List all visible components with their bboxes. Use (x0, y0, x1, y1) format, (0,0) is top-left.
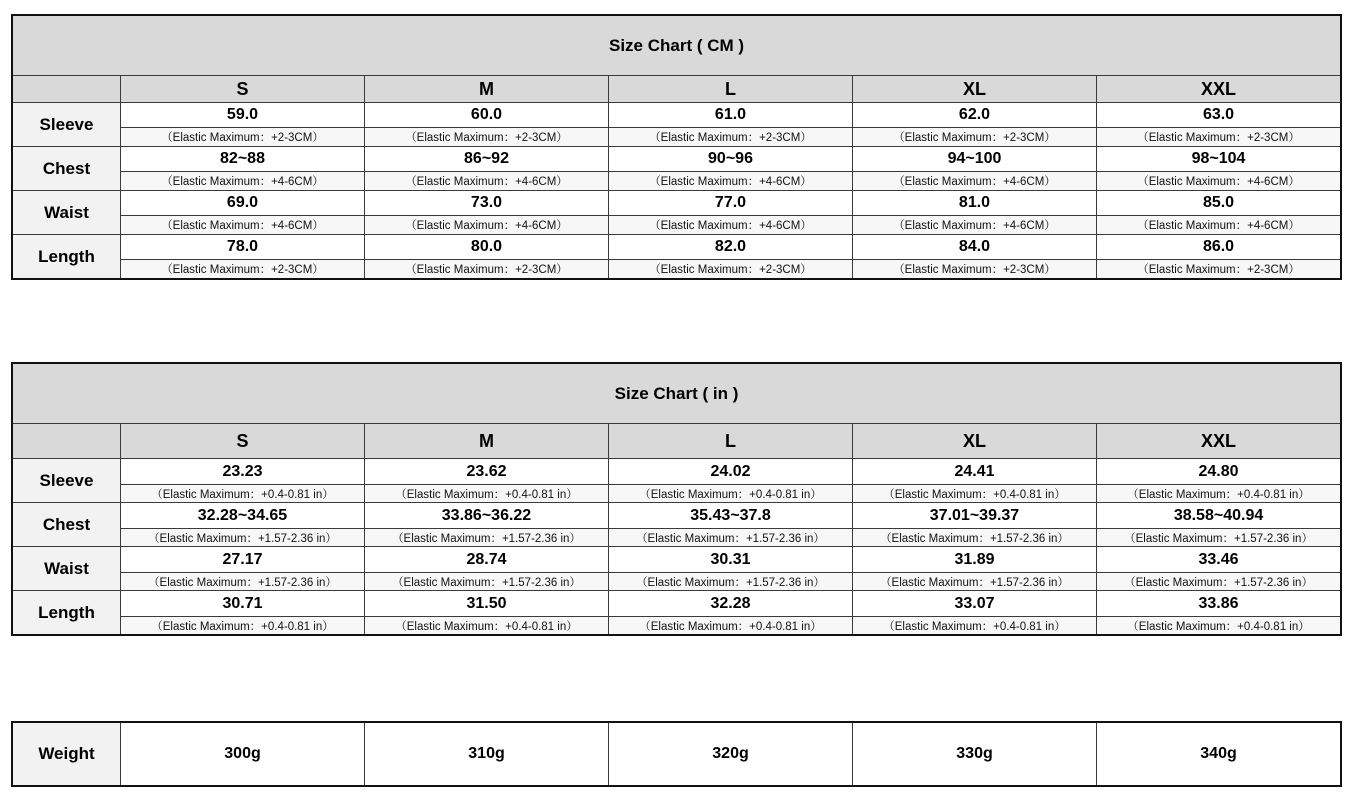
in-chest-value-row (13, 503, 1341, 529)
in-waist-value-m: 28.74 (365, 547, 609, 573)
cm-chest-elastic-note-s: （Elastic Maximum：+4-6CM） (121, 172, 365, 191)
cm-sleeve-elastic-note-s: （Elastic Maximum：+2-3CM） (121, 128, 365, 147)
header-blank-cell (13, 76, 121, 103)
in-waist-note-row (13, 573, 1341, 591)
cm-sleeve-elastic-note-l: （Elastic Maximum：+2-3CM） (609, 128, 853, 147)
cm-length-value-xl: 84.0 (853, 235, 1097, 260)
in-sleeve-elastic-note-l: （Elastic Maximum：+0.4-0.81 in） (609, 485, 853, 503)
cm-waist-elastic-note-l: （Elastic Maximum：+4-6CM） (609, 216, 853, 235)
cm-waist-note-row (13, 216, 1341, 235)
cm-chest-value-xl: 94~100 (853, 147, 1097, 172)
cm-size-header-xl: XL (853, 76, 1097, 103)
in-sleeve-elastic-note-m: （Elastic Maximum：+0.4-0.81 in） (365, 485, 609, 503)
cm-length-elastic-note-xxl: （Elastic Maximum：+2-3CM） (1097, 260, 1341, 279)
in-size-header-l: L (609, 424, 853, 459)
cm-waist-value-l: 77.0 (609, 191, 853, 216)
in-sleeve-value-xl: 24.41 (853, 459, 1097, 485)
cm-waist-elastic-note-xxl: （Elastic Maximum：+4-6CM） (1097, 216, 1341, 235)
in-sleeve-value-s: 23.23 (121, 459, 365, 485)
cm-waist-value-m: 73.0 (365, 191, 609, 216)
header-blank-cell (13, 424, 121, 459)
cm-sleeve-value-s: 59.0 (121, 103, 365, 128)
in-length-value-s: 30.71 (121, 591, 365, 617)
in-chest-elastic-note-xxl: （Elastic Maximum：+1.57-2.36 in） (1097, 529, 1341, 547)
weight-value-xxl: 340g (1097, 723, 1341, 786)
cm-sleeve-value-m: 60.0 (365, 103, 609, 128)
in-length-elastic-note-m: （Elastic Maximum：+0.4-0.81 in） (365, 617, 609, 635)
cm-waist-value-row (13, 191, 1341, 216)
in-waist-value-xl: 31.89 (853, 547, 1097, 573)
cm-waist-value-s: 69.0 (121, 191, 365, 216)
in-sleeve-elastic-note-xl: （Elastic Maximum：+0.4-0.81 in） (853, 485, 1097, 503)
in-chest-note-row (13, 529, 1341, 547)
cm-waist-elastic-note-m: （Elastic Maximum：+4-6CM） (365, 216, 609, 235)
cm-length-value-s: 78.0 (121, 235, 365, 260)
in-chest-elastic-note-s: （Elastic Maximum：+1.57-2.36 in） (121, 529, 365, 547)
cm-chest-label: Chest (13, 147, 121, 191)
cm-chest-value-m: 86~92 (365, 147, 609, 172)
in-length-elastic-note-xl: （Elastic Maximum：+0.4-0.81 in） (853, 617, 1097, 635)
cm-chest-elastic-note-l: （Elastic Maximum：+4-6CM） (609, 172, 853, 191)
in-chest-value-l: 35.43~37.8 (609, 503, 853, 529)
in-chest-label: Chest (13, 503, 121, 547)
cm-sleeve-elastic-note-xl: （Elastic Maximum：+2-3CM） (853, 128, 1097, 147)
in-size-header-m: M (365, 424, 609, 459)
in-length-value-xl: 33.07 (853, 591, 1097, 617)
cm-length-value-l: 82.0 (609, 235, 853, 260)
in-chest-elastic-note-xl: （Elastic Maximum：+1.57-2.36 in） (853, 529, 1097, 547)
cm-length-note-row (13, 260, 1341, 279)
cm-sleeve-value-xxl: 63.0 (1097, 103, 1341, 128)
in-rows (13, 459, 1341, 635)
in-size-header-s: S (121, 424, 365, 459)
cm-size-header-xxl: XXL (1097, 76, 1341, 103)
cm-length-elastic-note-m: （Elastic Maximum：+2-3CM） (365, 260, 609, 279)
weight-label: Weight (13, 723, 121, 786)
in-sleeve-value-l: 24.02 (609, 459, 853, 485)
weight-value-s: 300g (121, 723, 365, 786)
weight-row (13, 723, 1341, 786)
in-chest-value-xl: 37.01~39.37 (853, 503, 1097, 529)
in-waist-value-l: 30.31 (609, 547, 853, 573)
weight-value-l: 320g (609, 723, 853, 786)
in-sleeve-label: Sleeve (13, 459, 121, 503)
in-waist-label: Waist (13, 547, 121, 591)
size-chart-in-table (12, 363, 1341, 635)
cm-chest-elastic-note-xl: （Elastic Maximum：+4-6CM） (853, 172, 1097, 191)
in-sleeve-elastic-note-s: （Elastic Maximum：+0.4-0.81 in） (121, 485, 365, 503)
cm-chart-title: Size Chart ( CM ) (13, 16, 1341, 76)
cm-waist-label: Waist (13, 191, 121, 235)
in-waist-elastic-note-xxl: （Elastic Maximum：+1.57-2.36 in） (1097, 573, 1341, 591)
cm-chest-value-l: 90~96 (609, 147, 853, 172)
cm-waist-value-xxl: 85.0 (1097, 191, 1341, 216)
cm-size-header-l: L (609, 76, 853, 103)
in-waist-value-xxl: 33.46 (1097, 547, 1341, 573)
in-waist-value-row (13, 547, 1341, 573)
in-chart-title: Size Chart ( in ) (13, 364, 1341, 424)
cm-length-value-row (13, 235, 1341, 260)
cm-length-label: Length (13, 235, 121, 279)
in-length-value-row (13, 591, 1341, 617)
weight-value-xl: 330g (853, 723, 1097, 786)
in-length-note-row (13, 617, 1341, 635)
in-sleeve-value-row (13, 459, 1341, 485)
cm-length-elastic-note-xl: （Elastic Maximum：+2-3CM） (853, 260, 1097, 279)
cm-sleeve-value-row (13, 103, 1341, 128)
in-chest-elastic-note-m: （Elastic Maximum：+1.57-2.36 in） (365, 529, 609, 547)
in-size-header-xxl: XXL (1097, 424, 1341, 459)
in-waist-value-s: 27.17 (121, 547, 365, 573)
cm-waist-elastic-note-s: （Elastic Maximum：+4-6CM） (121, 216, 365, 235)
cm-waist-elastic-note-xl: （Elastic Maximum：+4-6CM） (853, 216, 1097, 235)
in-length-value-xxl: 33.86 (1097, 591, 1341, 617)
in-length-label: Length (13, 591, 121, 635)
cm-sleeve-value-xl: 62.0 (853, 103, 1097, 128)
in-sleeve-value-m: 23.62 (365, 459, 609, 485)
cm-length-elastic-note-l: （Elastic Maximum：+2-3CM） (609, 260, 853, 279)
in-sleeve-value-xxl: 24.80 (1097, 459, 1341, 485)
in-size-header-xl: XL (853, 424, 1097, 459)
in-length-value-m: 31.50 (365, 591, 609, 617)
size-chart-cm-table (12, 15, 1341, 279)
cm-chest-value-s: 82~88 (121, 147, 365, 172)
cm-sleeve-label: Sleeve (13, 103, 121, 147)
in-waist-elastic-note-m: （Elastic Maximum：+1.57-2.36 in） (365, 573, 609, 591)
in-length-elastic-note-xxl: （Elastic Maximum：+0.4-0.81 in） (1097, 617, 1341, 635)
in-sleeve-note-row (13, 485, 1341, 503)
in-waist-elastic-note-xl: （Elastic Maximum：+1.57-2.36 in） (853, 573, 1097, 591)
cm-chest-note-row (13, 172, 1341, 191)
weight-value-m: 310g (365, 723, 609, 786)
in-chest-value-m: 33.86~36.22 (365, 503, 609, 529)
cm-sleeve-note-row (13, 128, 1341, 147)
cm-rows (13, 103, 1341, 279)
weight-table (12, 722, 1341, 786)
cm-size-header-m: M (365, 76, 609, 103)
in-chest-value-xxl: 38.58~40.94 (1097, 503, 1341, 529)
in-length-elastic-note-s: （Elastic Maximum：+0.4-0.81 in） (121, 617, 365, 635)
in-sleeve-elastic-note-xxl: （Elastic Maximum：+0.4-0.81 in） (1097, 485, 1341, 503)
in-chest-elastic-note-l: （Elastic Maximum：+1.57-2.36 in） (609, 529, 853, 547)
in-length-value-l: 32.28 (609, 591, 853, 617)
in-size-header-row (13, 424, 1341, 459)
cm-size-header-s: S (121, 76, 365, 103)
cm-length-elastic-note-s: （Elastic Maximum：+2-3CM） (121, 260, 365, 279)
in-waist-elastic-note-l: （Elastic Maximum：+1.57-2.36 in） (609, 573, 853, 591)
cm-chest-elastic-note-xxl: （Elastic Maximum：+4-6CM） (1097, 172, 1341, 191)
cm-chest-value-row (13, 147, 1341, 172)
cm-sleeve-elastic-note-m: （Elastic Maximum：+2-3CM） (365, 128, 609, 147)
in-waist-elastic-note-s: （Elastic Maximum：+1.57-2.36 in） (121, 573, 365, 591)
cm-size-header-row (13, 76, 1341, 103)
cm-length-value-m: 80.0 (365, 235, 609, 260)
cm-length-value-xxl: 86.0 (1097, 235, 1341, 260)
cm-chest-elastic-note-m: （Elastic Maximum：+4-6CM） (365, 172, 609, 191)
cm-sleeve-elastic-note-xxl: （Elastic Maximum：+2-3CM） (1097, 128, 1341, 147)
cm-sleeve-value-l: 61.0 (609, 103, 853, 128)
cm-waist-value-xl: 81.0 (853, 191, 1097, 216)
in-length-elastic-note-l: （Elastic Maximum：+0.4-0.81 in） (609, 617, 853, 635)
cm-chest-value-xxl: 98~104 (1097, 147, 1341, 172)
in-chest-value-s: 32.28~34.65 (121, 503, 365, 529)
